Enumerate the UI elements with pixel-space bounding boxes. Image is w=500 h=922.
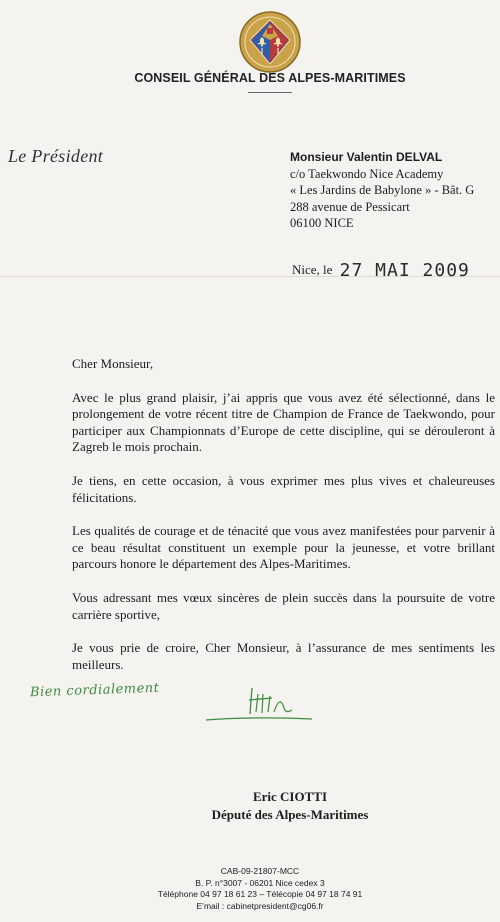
footer-email: E’mail : cabinetpresident@cg06.fr [196,900,324,911]
header-divider [248,92,292,93]
recipient-line: « Les Jardins de Babylone » - Bât. G [290,183,475,197]
date-place: Nice, le [292,262,333,277]
sender-label: Le Président [8,146,104,166]
footer-contact [150,866,370,912]
signer-block [180,789,400,823]
body-paragraph: Avec le plus grand plaisir, j’ai appris que vous avez été sélectionné, dans le prolongement de votre récent titre de Champion de France de Taekwondo, pour participer aux Championnats d’Europe de cette discipline, qui se dérouleront à Zagreb le mois prochain. [72,389,495,455]
recipient-address [290,149,474,232]
body-paragraph: Vous adressant mes vœux sincères de plein succès dans la poursuite de votre carrière sportive, [72,589,495,622]
body-paragraph: Je tiens, en cette occasion, à vous exprimer mes plus vives et chaleureuses félicitations. [72,472,495,505]
greeting: Cher Monsieur, [72,356,154,371]
date-stamp: 27 MAI 2009 [339,260,470,281]
signature [200,680,320,728]
date-line [292,258,470,279]
department-coat-of-arms-icon [238,10,302,74]
body-paragraph: Les qualités de courage et de ténacité que vous avez manifestées pour parvenir à ce beau résultat constituent un exemple pour la jeunesse, et votre brillant parcours honore le département des Alpes-Maritimes. [72,523,495,572]
organization-name: CONSEIL GÉNÉRAL DES ALPES-MARITIMES [134,71,406,85]
recipient-line: 288 avenue de Pessicart [290,199,410,214]
signer-name: Eric CIOTTI [252,789,328,804]
footer-phone: Téléphone 04 97 18 61 23 – Télécopie 04 97 18 74 91 [157,889,363,900]
recipient-line: c/o Taekwondo Nice Academy [290,166,444,181]
footer-reference: CAB-09-21807-MCC [220,866,300,876]
letter-body [72,356,495,690]
recipient-line: 06100 NICE [290,216,354,230]
recipient-name: Monsieur Valentin DELVAL [290,150,443,164]
signer-title: Député des Alpes-Maritimes [211,807,369,822]
body-paragraph: Je vous prie de croire, Cher Monsieur, à l’assurance de mes sentiments les meilleurs. [72,640,495,672]
footer-postal: B. P. n°3007 - 06201 Nice cedex 3 [195,877,325,888]
handwritten-note: Bien cordialement [29,680,160,701]
